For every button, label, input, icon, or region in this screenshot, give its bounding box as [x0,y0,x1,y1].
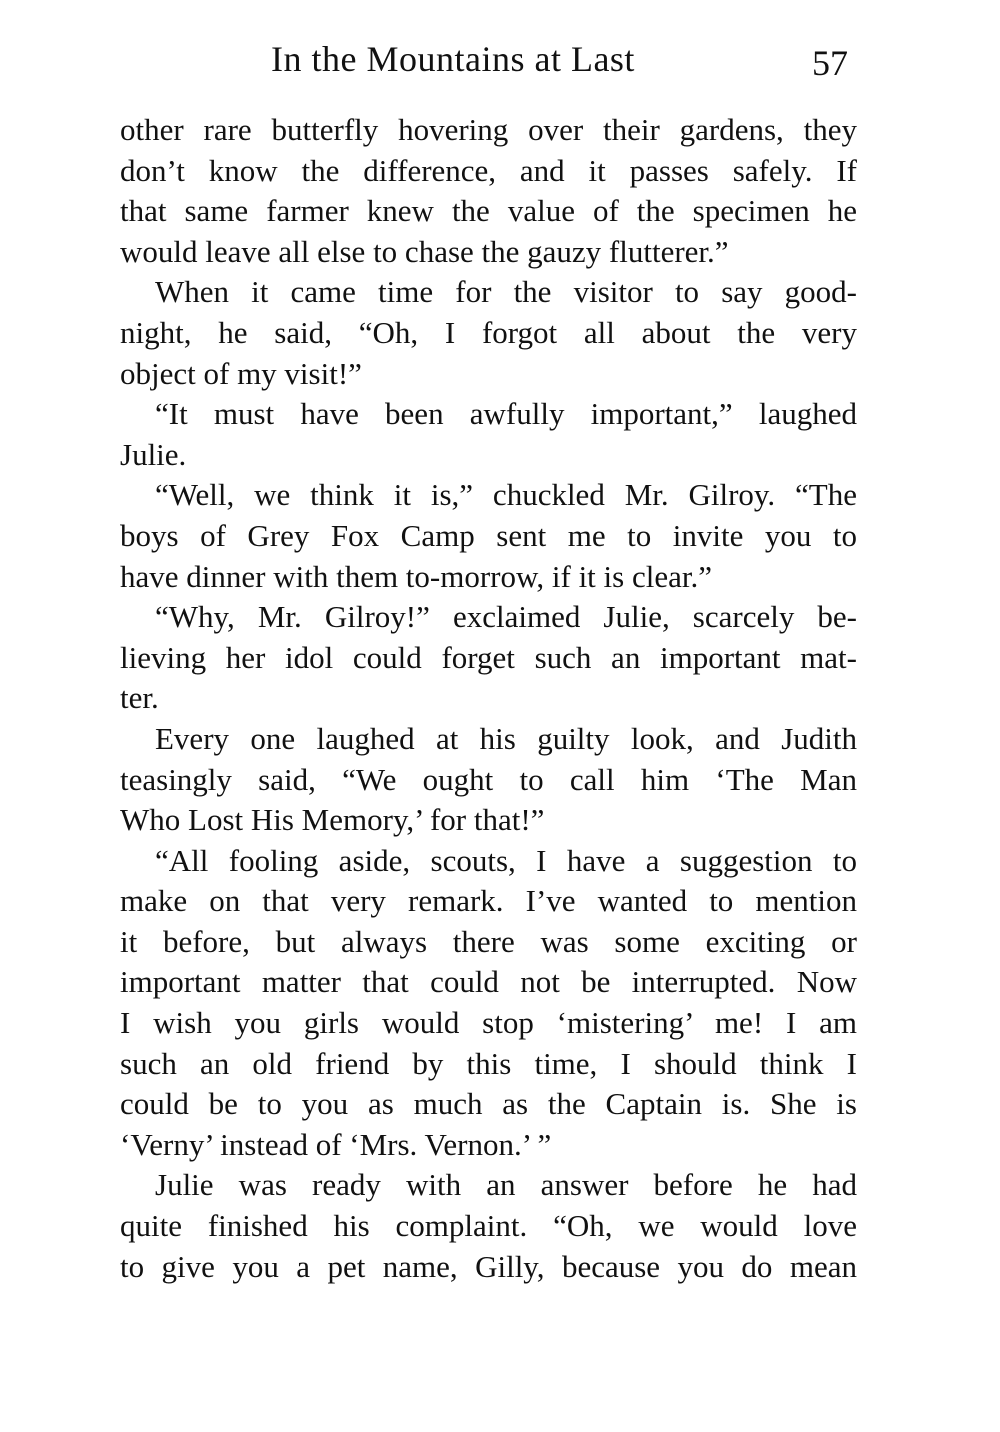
text-line: such an old friend by this time, I should think I [120,1045,857,1081]
text-line: important matter that could not be interrupted. Now [120,964,857,1000]
text-line: ter. [120,680,159,716]
text-line: When it came time for the visitor to say good- [155,274,857,310]
text-line: boys of Grey Fox Camp sent me to invite you to [120,517,857,553]
text-line: to give you a pet name, Gilly, because you do mean [120,1248,857,1284]
text-line: it before, but always there was some exciting or [120,923,857,959]
text-line: make on that very remark. I’ve wanted to mention [120,883,857,919]
text-line: could be to you as much as the Captain is. She is [120,1086,857,1122]
text-line: would leave all else to chase the gauzy flutterer.” [120,233,729,269]
body-text [120,110,857,1287]
text-line: that same farmer knew the value of the specimen he [120,193,857,229]
text-line: Julie. [120,436,187,472]
text-line: night, he said, “Oh, I forgot all about the very [120,314,857,350]
text-line: don’t know the difference, and it passes safely. If [120,152,857,188]
text-line: Julie was ready with an answer before he had [155,1167,857,1203]
text-line: teasingly said, “We ought to call him ‘The Man [120,761,857,797]
text-line: “It must have been awfully important,” laughed [155,396,857,432]
text-line: quite finished his complaint. “Oh, we would love [120,1208,857,1244]
page-number: 57 [812,43,848,83]
running-head [0,38,1000,88]
text-line: “Why, Mr. Gilroy!” exclaimed Julie, scarcely be- [155,599,857,635]
text-line: “All fooling aside, scouts, I have a suggestion to [155,842,857,878]
text-line: object of my visit!” [120,355,362,391]
text-line: Who Lost His Memory,’ for that!” [120,802,545,838]
running-title: In the Mountains at Last [271,39,635,79]
text-line: ‘Verny’ instead of ‘Mrs. Vernon.’ ” [120,1126,552,1162]
text-line: I wish you girls would stop ‘mistering’ me! I am [120,1005,857,1041]
text-line: “Well, we think it is,” chuckled Mr. Gilroy. “The [155,477,857,513]
text-line: other rare butterfly hovering over their gardens, they [120,112,857,147]
text-line: lieving her idol could forget such an important mat- [120,639,857,675]
text-line: Every one laughed at his guilty look, and Judith [155,720,857,756]
text-line: have dinner with them to-morrow, if it is clear.” [120,558,712,594]
